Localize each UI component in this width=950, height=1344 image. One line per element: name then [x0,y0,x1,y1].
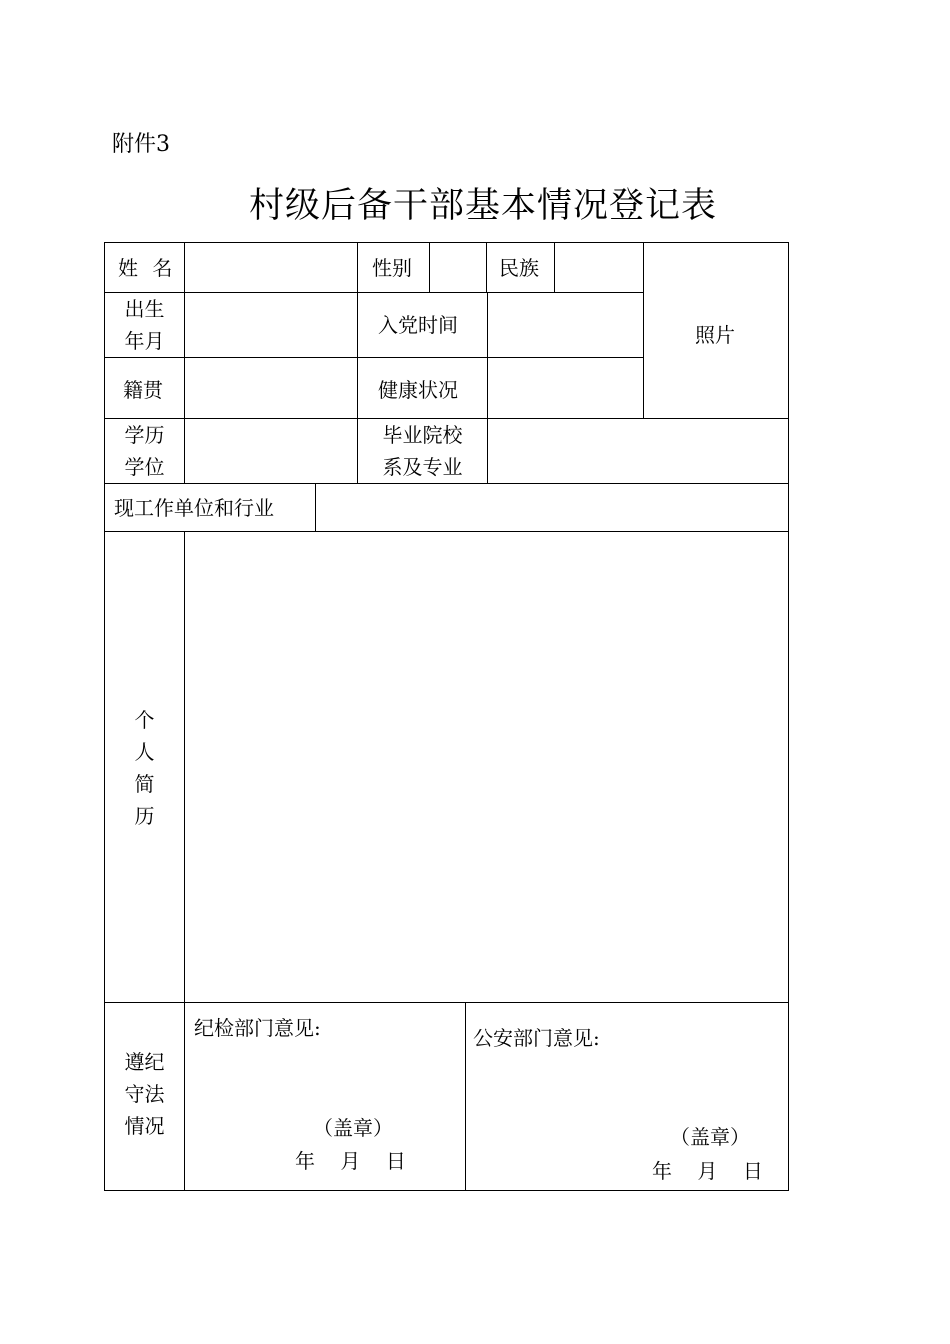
education-label-line2: 学位 [124,455,165,479]
gender-field[interactable] [429,242,487,293]
discipline-label-line3: 情况 [124,1114,165,1138]
resume-label-char: 个 [134,708,155,732]
discipline-dept-label: 纪检部门意见: [194,1016,321,1040]
native-place-field[interactable] [184,357,358,419]
birth-label-cell [104,292,185,358]
gender-label: 性别 [372,256,412,280]
discipline-label-cell [104,1002,185,1191]
school-label-line1: 毕业院校 [382,423,463,447]
attachment-label: 附件3 [112,132,170,157]
work-unit-field[interactable] [315,483,789,532]
native-place-label: 籍贯 [123,378,163,402]
discipline-label-line1: 遵纪 [124,1050,165,1074]
native-place-label-cell [104,357,185,419]
education-label-line1: 学历 [124,423,165,447]
party-join-field[interactable] [487,292,644,358]
seal-label: （盖章） [670,1125,750,1149]
work-unit-label-cell [104,483,316,532]
health-label: 健康状况 [378,378,458,402]
birth-label-line2: 年月 [124,329,165,353]
police-dept-opinion-field[interactable] [465,1002,789,1191]
name-field[interactable] [184,242,358,293]
ethnicity-field[interactable] [554,242,644,293]
party-join-label: 入党时间 [378,313,458,337]
resume-label-char: 人 [134,740,155,764]
gender-label-cell [357,242,430,293]
name-label: 姓 名 [118,256,177,280]
birth-label-line1: 出生 [124,297,165,321]
seal-label: （盖章） [313,1116,393,1140]
name-label-cell [104,242,185,293]
health-field[interactable] [487,357,644,419]
education-label-cell [104,418,185,484]
resume-label-char: 简 [134,772,155,796]
resume-label-cell [104,531,185,1003]
discipline-dept-opinion-field[interactable] [184,1002,466,1191]
school-field[interactable] [487,418,789,484]
education-field[interactable] [184,418,358,484]
photo-cell[interactable] [643,242,789,419]
ethnicity-label: 民族 [499,256,539,280]
birth-field[interactable] [184,292,358,358]
ethnicity-label-cell [486,242,555,293]
discipline-label-line2: 守法 [124,1082,165,1106]
photo-label: 照片 [695,323,735,347]
work-unit-label: 现工作单位和行业 [114,496,274,520]
registration-form [104,242,789,1191]
date-label: 年 月 日 [652,1159,763,1183]
page-title: 村级后备干部基本情况登记表 [248,186,717,226]
resume-field[interactable] [184,531,789,1003]
resume-label-char: 历 [134,804,155,828]
health-label-cell [357,357,488,419]
police-dept-label: 公安部门意见: [473,1026,600,1050]
date-label: 年 月 日 [295,1149,406,1173]
school-label-cell [357,418,488,484]
school-label-line2: 系及专业 [382,455,463,479]
party-join-label-cell [357,292,488,358]
